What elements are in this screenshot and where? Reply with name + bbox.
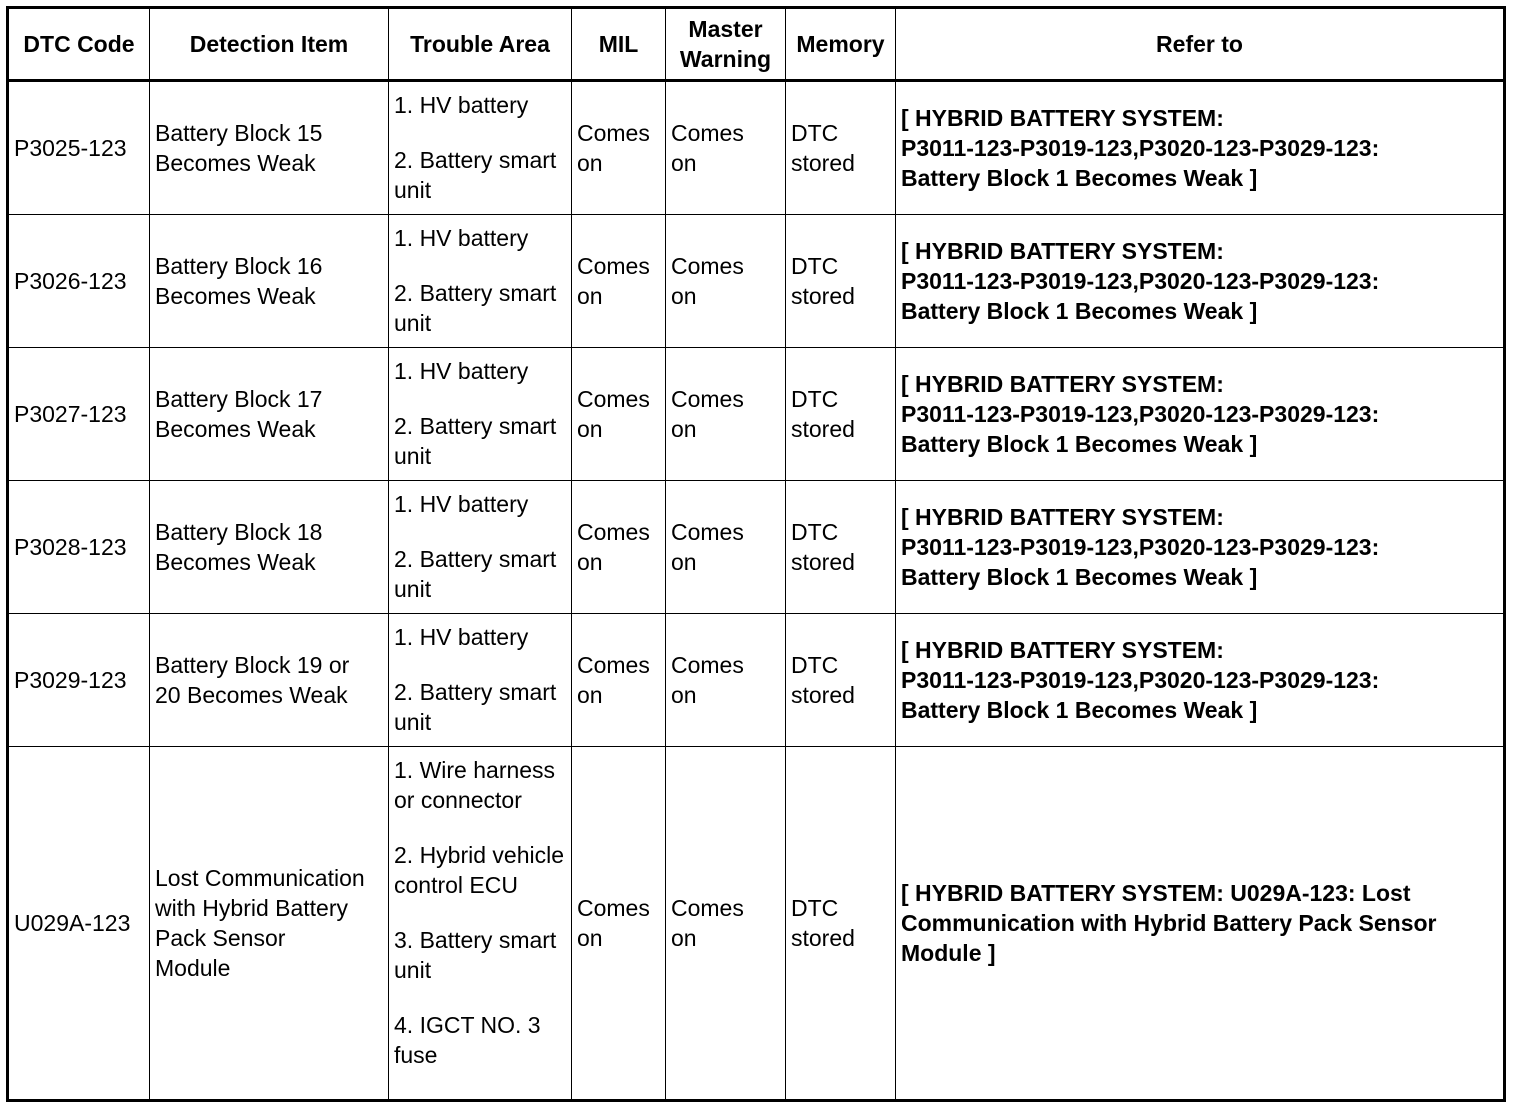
- trouble-area-item: 2. Battery smart unit: [394, 147, 557, 203]
- master-warning-line: on: [671, 925, 697, 951]
- trouble-area-item: 1. HV battery: [394, 358, 529, 384]
- mil-cell: [572, 348, 666, 481]
- refer-to-line: P3011-123-P3019-123,P3020-123-P3029-123:: [901, 667, 1380, 693]
- memory-line: stored: [791, 549, 855, 575]
- trouble-area-item: 2. Battery smart unit: [394, 546, 557, 602]
- detection-item-line: 20 Becomes Weak: [155, 682, 348, 708]
- refer-to-line: [ HYBRID BATTERY SYSTEM:: [901, 105, 1224, 131]
- header-memory: Memory: [786, 8, 896, 81]
- trouble-area-item: 2. Battery smart unit: [394, 280, 557, 336]
- header-refer-to: Refer to: [896, 8, 1505, 81]
- refer-to-cell: [896, 215, 1505, 348]
- detection-item-line: Battery Block 15: [155, 120, 323, 146]
- header-master-warning-line: Master: [688, 16, 763, 42]
- refer-to-cell: [896, 481, 1505, 614]
- trouble-area-cell: [389, 614, 572, 747]
- trouble-area-item: 1. Wire harness or connector: [394, 757, 556, 813]
- memory-cell: [786, 81, 896, 215]
- refer-to-line: Battery Block 1 Becomes Weak ]: [901, 697, 1258, 723]
- mil-cell: [572, 747, 666, 1101]
- refer-to-line: Battery Block 1 Becomes Weak ]: [901, 298, 1258, 324]
- mil-line: on: [577, 682, 603, 708]
- memory-line: DTC: [791, 253, 839, 279]
- refer-to-line: Battery Block 1 Becomes Weak ]: [901, 564, 1258, 590]
- master-warning-line: Comes: [671, 652, 744, 678]
- mil-line: on: [577, 283, 603, 309]
- detection-item-line: Battery Block 19 or: [155, 652, 350, 678]
- trouble-area-item: 3. Battery smart unit: [394, 927, 557, 983]
- master-warning-line: Comes: [671, 895, 744, 921]
- trouble-area-item: 2. Battery smart unit: [394, 413, 557, 469]
- mil-line: on: [577, 150, 603, 176]
- refer-to-line: Module ]: [901, 940, 996, 966]
- refer-to-line: [ HYBRID BATTERY SYSTEM:: [901, 504, 1224, 530]
- header-trouble-area: Trouble Area: [389, 8, 572, 81]
- mil-line: on: [577, 416, 603, 442]
- mil-line: Comes: [577, 519, 650, 545]
- dtc-code-cell: P3028-123: [8, 481, 150, 614]
- refer-to-cell: [896, 747, 1505, 1101]
- memory-line: stored: [791, 416, 855, 442]
- trouble-area-item: 1. HV battery: [394, 225, 529, 251]
- table-row: [8, 481, 1505, 614]
- refer-to-line: P3011-123-P3019-123,P3020-123-P3029-123:: [901, 268, 1380, 294]
- master-warning-line: on: [671, 549, 697, 575]
- refer-to-line: [ HYBRID BATTERY SYSTEM:: [901, 238, 1224, 264]
- mil-line: Comes: [577, 120, 650, 146]
- master-warning-cell: [666, 81, 786, 215]
- mil-line: Comes: [577, 652, 650, 678]
- header-detection-item: Detection Item: [150, 8, 389, 81]
- detection-item-line: Becomes Weak: [155, 283, 316, 309]
- table-row: [8, 348, 1505, 481]
- detection-item-line: Lost Communication: [155, 865, 365, 891]
- trouble-area-cell: [389, 215, 572, 348]
- memory-line: DTC: [791, 652, 839, 678]
- detection-item-line: Becomes Weak: [155, 416, 316, 442]
- memory-line: stored: [791, 682, 855, 708]
- detection-item-line: Battery Block 17: [155, 386, 323, 412]
- trouble-area-item: 4. IGCT NO. 3 fuse: [394, 1012, 541, 1068]
- detection-item-cell: [150, 747, 389, 1101]
- detection-item-line: Pack Sensor: [155, 925, 286, 951]
- dtc-code-cell: U029A-123: [8, 747, 150, 1101]
- memory-cell: [786, 481, 896, 614]
- master-warning-line: on: [671, 682, 697, 708]
- master-warning-line: Comes: [671, 386, 744, 412]
- memory-line: stored: [791, 150, 855, 176]
- refer-to-cell: [896, 81, 1505, 215]
- memory-cell: [786, 348, 896, 481]
- header-master-warning: [666, 8, 786, 81]
- mil-line: Comes: [577, 895, 650, 921]
- master-warning-line: Comes: [671, 253, 744, 279]
- trouble-area-item: 1. HV battery: [394, 92, 529, 118]
- master-warning-line: on: [671, 150, 697, 176]
- table-body: [8, 81, 1505, 1101]
- master-warning-line: Comes: [671, 519, 744, 545]
- mil-line: on: [577, 925, 603, 951]
- mil-cell: [572, 81, 666, 215]
- detection-item-cell: [150, 614, 389, 747]
- detection-item-cell: [150, 215, 389, 348]
- detection-item-cell: [150, 348, 389, 481]
- refer-to-cell: [896, 348, 1505, 481]
- memory-line: DTC: [791, 386, 839, 412]
- detection-item-line: with Hybrid Battery: [155, 895, 349, 921]
- refer-to-line: Battery Block 1 Becomes Weak ]: [901, 165, 1258, 191]
- table-row: [8, 215, 1505, 348]
- master-warning-line: Comes: [671, 120, 744, 146]
- trouble-area-cell: [389, 81, 572, 215]
- detection-item-line: Becomes Weak: [155, 549, 316, 575]
- master-warning-cell: [666, 348, 786, 481]
- dtc-code-cell: P3026-123: [8, 215, 150, 348]
- memory-line: stored: [791, 283, 855, 309]
- trouble-area-item: 1. HV battery: [394, 624, 529, 650]
- trouble-area-item: 2. Battery smart unit: [394, 679, 557, 735]
- mil-line: Comes: [577, 386, 650, 412]
- table-row: [8, 81, 1505, 215]
- refer-to-line: P3011-123-P3019-123,P3020-123-P3029-123:: [901, 135, 1380, 161]
- dtc-table: [6, 6, 1506, 1102]
- detection-item-cell: [150, 481, 389, 614]
- master-warning-cell: [666, 614, 786, 747]
- detection-item-line: Battery Block 18: [155, 519, 323, 545]
- table-row: [8, 614, 1505, 747]
- detection-item-line: Module: [155, 955, 231, 981]
- detection-item-line: Battery Block 16: [155, 253, 323, 279]
- trouble-area-cell: [389, 747, 572, 1101]
- detection-item-line: Becomes Weak: [155, 150, 316, 176]
- mil-cell: [572, 481, 666, 614]
- memory-line: DTC: [791, 895, 839, 921]
- memory-cell: [786, 747, 896, 1101]
- trouble-area-item: 2. Hybrid vehicle control ECU: [394, 842, 565, 898]
- detection-item-cell: [150, 81, 389, 215]
- memory-line: stored: [791, 925, 855, 951]
- refer-to-line: P3011-123-P3019-123,P3020-123-P3029-123:: [901, 401, 1380, 427]
- dtc-code-cell: P3025-123: [8, 81, 150, 215]
- memory-cell: [786, 215, 896, 348]
- master-warning-cell: [666, 481, 786, 614]
- master-warning-line: on: [671, 283, 697, 309]
- refer-to-cell: [896, 614, 1505, 747]
- trouble-area-cell: [389, 481, 572, 614]
- mil-cell: [572, 614, 666, 747]
- refer-to-line: [ HYBRID BATTERY SYSTEM:: [901, 637, 1224, 663]
- mil-line: Comes: [577, 253, 650, 279]
- table-header: [8, 8, 1505, 81]
- header-dtc-code: DTC Code: [8, 8, 150, 81]
- trouble-area-cell: [389, 348, 572, 481]
- header-mil: MIL: [572, 8, 666, 81]
- memory-cell: [786, 614, 896, 747]
- master-warning-line: on: [671, 416, 697, 442]
- memory-line: DTC: [791, 120, 839, 146]
- refer-to-line: [ HYBRID BATTERY SYSTEM: U029A-123: Lost: [901, 880, 1411, 906]
- header-master-warning-line: Warning: [679, 46, 772, 72]
- memory-line: DTC: [791, 519, 839, 545]
- mil-line: on: [577, 549, 603, 575]
- refer-to-line: [ HYBRID BATTERY SYSTEM:: [901, 371, 1224, 397]
- dtc-code-cell: P3029-123: [8, 614, 150, 747]
- refer-to-line: Battery Block 1 Becomes Weak ]: [901, 431, 1258, 457]
- trouble-area-item: 1. HV battery: [394, 491, 529, 517]
- master-warning-cell: [666, 747, 786, 1101]
- table-row: [8, 747, 1505, 1101]
- refer-to-line: P3011-123-P3019-123,P3020-123-P3029-123:: [901, 534, 1380, 560]
- mil-cell: [572, 215, 666, 348]
- dtc-code-cell: P3027-123: [8, 348, 150, 481]
- master-warning-cell: [666, 215, 786, 348]
- refer-to-line: Communication with Hybrid Battery Pack Sensor: [901, 910, 1437, 936]
